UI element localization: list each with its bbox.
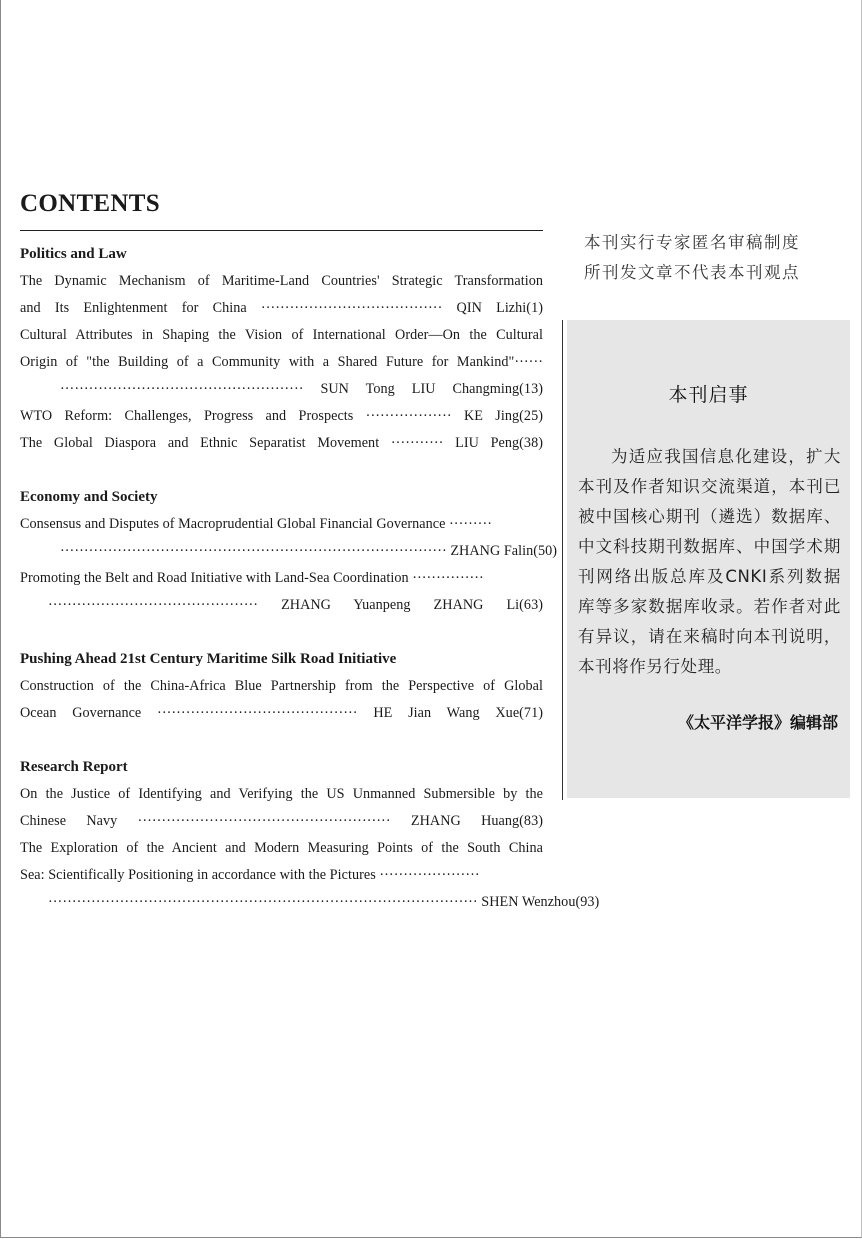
section-heading: Politics and Law [20,246,127,262]
notice-body: 为适应我国信息化建设，扩大本刊及作者知识交流渠道，本刊已被中国核心期刊（遴选）数据库、中文科技期刊数据库、中国学术期刊网络出版总库及CNKI系列数据库等多家数据库收录。若作者对此有异议，请在来稿时向本刊说明，本刊将作另行处理。 [578,447,841,676]
policy-line: 所刊发文章不代表本刊观点 [584,263,800,282]
notice-signature: 《太平洋学报》编辑部 [677,713,838,732]
toc-line: Origin of "the Building of a Community with a Shared Future for Mankind"······ [20,354,543,370]
editorial-policy-note [584,228,844,288]
toc-line[interactable]: The Global Diaspora and Ethnic Separatist Movement ··········· LIU Peng(38) [20,435,543,451]
toc-line: The Dynamic Mechanism of Maritime-Land Countries' Strategic Transformation [20,273,543,289]
section-research-report [20,754,600,916]
section-gap [20,457,543,484]
section-maritime-silk-road [20,646,543,727]
toc-line[interactable]: ·························································································· SHEN Wenzhou(93) [48,894,600,910]
toc-line: Construction of the China-Africa Blue Partnership from the Perspective of Global [20,678,543,694]
toc-line: Cultural Attributes in Shaping the Vision of International Order—On the Cultural [20,327,543,343]
notice-box [567,320,850,798]
section-economy-and-society [20,484,558,619]
toc-line: On the Justice of Identifying and Verifying the US Unmanned Submersible by the [20,786,543,802]
table-of-contents [20,241,600,916]
toc-line: Promoting the Belt and Road Initiative with Land-Sea Coordination ··············· [20,570,484,586]
contents-title: CONTENTS [20,190,160,217]
vertical-rule [562,320,563,800]
toc-line[interactable]: Ocean Governance ·········································· HE Jian Wang Xue(71) [20,705,543,721]
section-gap [20,727,543,754]
toc-line: Sea: Scientifically Positioning in accordance with the Pictures ····················· [20,867,480,883]
policy-line: 本刊实行专家匿名审稿制度 [584,233,800,252]
toc-line[interactable]: Chinese Navy ····················································· ZHANG Huang(83) [20,813,543,829]
toc-line[interactable]: ··················································· SUN Tong LIU Changming(13) [60,381,543,397]
notice-heading: 本刊启事 [668,384,749,406]
toc-line: Consensus and Disputes of Macroprudential Global Financial Governance ········· [20,516,492,532]
toc-line[interactable]: ············································ ZHANG Yuanpeng ZHANG Li(63) [48,597,543,613]
title-rule [20,230,543,231]
toc-line[interactable]: WTO Reform: Challenges, Progress and Prospects ·················· KE Jing(25) [20,408,543,424]
section-gap [20,619,543,646]
section-heading: Research Report [20,759,128,775]
section-heading: Economy and Society [20,489,158,505]
toc-line: The Exploration of the Ancient and Modern Measuring Points of the South China [20,840,543,856]
toc-line[interactable]: ················································································· ZHANG Falin(50) [60,543,558,559]
toc-line[interactable]: and Its Enlightenment for China ······································ QIN Lizhi(1) [20,300,543,316]
section-heading: Pushing Ahead 21st Century Maritime Silk Road Initiative [20,651,397,667]
section-politics-and-law [20,241,543,457]
